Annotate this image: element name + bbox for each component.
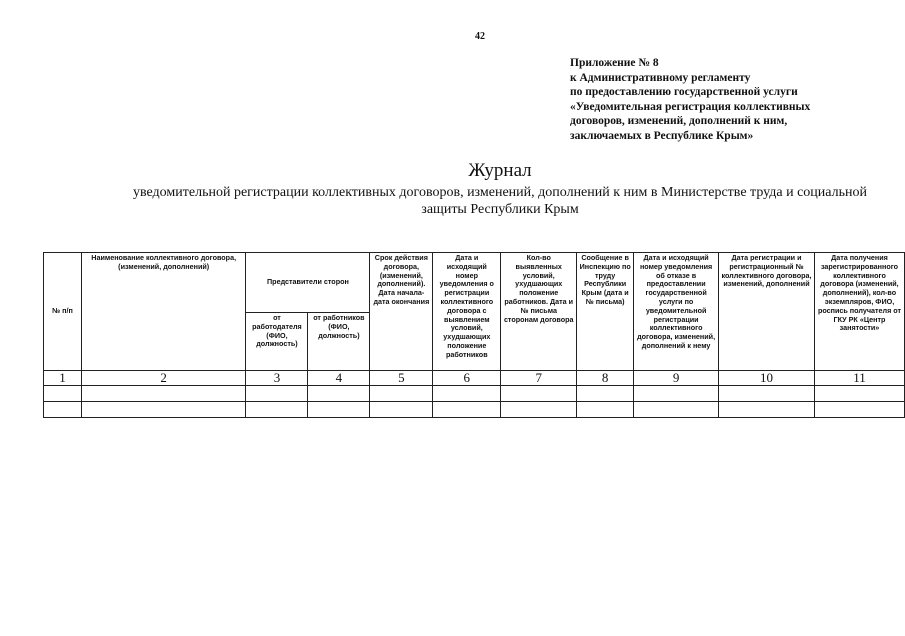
table-cell [44, 402, 82, 418]
table-cell [719, 402, 815, 418]
table-cell [719, 386, 815, 402]
appendix-line: к Административному регламенту [570, 71, 751, 84]
table-cell [577, 402, 634, 418]
header-employee-rep: от работников (ФИО, должность) [308, 313, 370, 371]
table-cell [634, 386, 719, 402]
appendix-line: «Уведомительная регистрация коллективных [570, 100, 811, 113]
column-number: 6 [433, 371, 501, 386]
header-validity-period: Срок действия договора, (изменений, дополнений). Дата начала-дата окончания [370, 253, 433, 371]
appendix-line: по предоставлению государственной услуги [570, 86, 798, 99]
column-number-row [44, 371, 905, 386]
table-cell [81, 386, 246, 402]
table-row [44, 386, 905, 402]
header-worsening-conditions: Кол-во выявленных условий, ухудшающих положение работников. Дата и № письма сторонам договора [501, 253, 577, 371]
header-contract-name: Наименование коллективного договора, (изменений, дополнений) [81, 253, 246, 371]
table-cell [634, 402, 719, 418]
table-cell [814, 402, 904, 418]
column-number: 3 [246, 371, 308, 386]
column-number: 1 [44, 371, 82, 386]
header-receipt-date: Дата получения зарегистрированного коллективного договора (изменений, дополнений), кол-во экземпляров, ФИО, роспись получателя от ГКУ РК «Центр занятости» [814, 253, 904, 371]
journal-table [43, 252, 905, 418]
header-employer-rep: от работодателя (ФИО, должность) [246, 313, 308, 371]
header-party-representatives: Представители сторон [246, 253, 370, 313]
appendix-line: Приложение № 8 [570, 57, 659, 69]
column-number: 4 [308, 371, 370, 386]
table-cell [433, 402, 501, 418]
table-cell [308, 402, 370, 418]
header-labour-inspection: Сообщение в Инспекцию по труду Республики Крым (дата и № письма) [577, 253, 634, 371]
table-row [44, 402, 905, 418]
journal-subtitle: уведомительной регистрации коллективных договоров, изменений, дополнений к ним в Министерстве труда и социальной защиты Республики Крым [133, 185, 867, 217]
header-number: № п/п [44, 253, 82, 371]
column-number: 5 [370, 371, 433, 386]
table-cell [577, 386, 634, 402]
column-number: 9 [634, 371, 719, 386]
journal-title: Журнал [468, 160, 532, 181]
header-registration-notice: Дата и исходящий номер уведомления о регистрации коллективного договора с выявлением условий, ухудшающих положение работников [433, 253, 501, 371]
column-number: 10 [719, 371, 815, 386]
header-refusal-notice: Дата и исходящий номер уведомления об отказе в предоставлении государственной услуги по уведомительной регистрации коллективного договора, изменений, дополнений к нему [634, 253, 719, 371]
table-cell [81, 402, 246, 418]
page-number: 42 [475, 31, 485, 42]
table-cell [308, 386, 370, 402]
table-cell [246, 402, 308, 418]
table-cell [433, 386, 501, 402]
header-registration-date: Дата регистрации и регистрационный № коллективного договора, изменений, дополнений [719, 253, 815, 371]
appendix-line: заключаемых в Республике Крым» [570, 129, 754, 142]
column-number: 7 [501, 371, 577, 386]
column-number: 2 [81, 371, 246, 386]
column-number: 11 [814, 371, 904, 386]
table-cell [814, 386, 904, 402]
table-cell [246, 386, 308, 402]
column-number: 8 [577, 371, 634, 386]
appendix-line: договоров, изменений, дополнений к ним, [570, 115, 788, 128]
table-cell [501, 402, 577, 418]
table-cell [44, 386, 82, 402]
table-cell [370, 402, 433, 418]
appendix-block [570, 56, 900, 144]
table-cell [370, 386, 433, 402]
table-cell [501, 386, 577, 402]
